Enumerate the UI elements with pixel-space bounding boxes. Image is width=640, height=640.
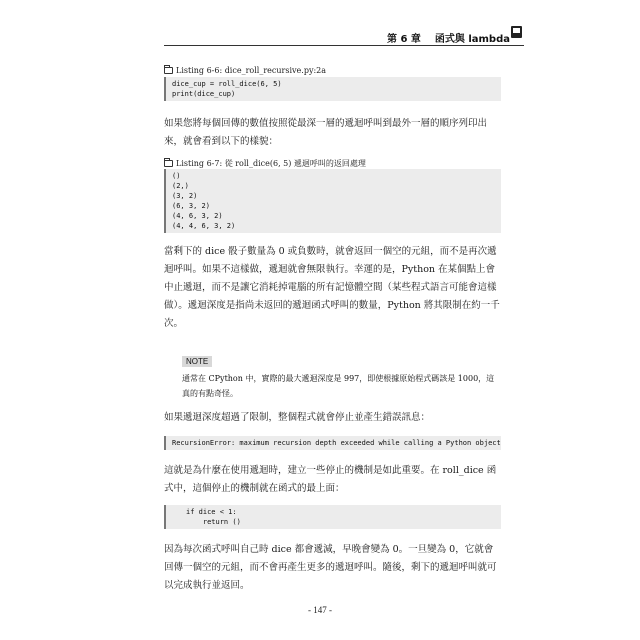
header-rule [164, 45, 524, 46]
folder-icon [164, 67, 173, 74]
chapter-number: 第 6 章 [386, 34, 421, 45]
listing-caption-6-6: Listing 6-6: dice_roll_recursive.py:2a [164, 66, 326, 75]
listing-caption-6-7: Listing 6-7: 從 roll_dice(6, 5) 遞迴呼叫的返回處理 [164, 158, 366, 169]
code-block-stop-condition [164, 505, 501, 529]
folder-icon [164, 160, 173, 167]
code-line: (6, 3, 2) [172, 202, 210, 210]
code-line: () [172, 172, 181, 180]
code-line: RecursionError: maximum recursion depth exceeded while calling a Python object [172, 439, 501, 447]
code-block-6-7 [164, 169, 501, 233]
code-line: (3, 2) [172, 192, 198, 200]
code-line: if dice < 1: [186, 508, 237, 516]
paragraph: 因為每次函式呼叫自己時 dice 都會遞減，早晚會變為 0。一旦變為 0，它就會回傳一個空的元組，而不會再產生更多的遞迴呼叫。隨後，剩下的遞迴呼叫就可以完成執行並返回。 [164, 544, 497, 591]
code-line: (2,) [172, 182, 189, 190]
code-line: (4, 6, 3, 2) [172, 212, 223, 220]
code-line: (4, 4, 6, 3, 2) [172, 222, 236, 230]
note-box [182, 349, 502, 401]
page-number: - 147 - [308, 605, 332, 615]
paragraph: 如果您將每個回傳的數值按照從最深一層的遞迴呼叫到最外一層的順序列印出來，就會看到以下的樣貌： [164, 118, 488, 147]
note-label: NOTE [182, 356, 212, 367]
paragraph: 當剩下的 dice 骰子數量為 0 或負數時，就會返回一個空的元組，而不是再次遞迴呼叫。如果不這樣做，遞迴就會無限執行。幸運的是，Python 在某個點上會中止遞迴，而不是讓它消耗掉電腦的所有記憶體空間（某些程式語言可能會這樣做）。遞迴深度是指尚未返回的遞迴函式呼叫的數量，Python 將其限制在約一千次。 [164, 246, 500, 329]
computer-icon [511, 26, 522, 38]
code-line: return () [186, 518, 241, 526]
paragraph: 如果遞迴深度超過了限制，整個程式就會停止並產生錯誤訊息： [164, 412, 431, 423]
running-header [387, 30, 510, 45]
code-line: print(dice_cup) [172, 90, 236, 98]
chapter-title: 函式與 lambda [434, 34, 510, 45]
paragraph: 這就是為什麼在使用遞迴時，建立一些停止的機制是如此重要。在 roll_dice 函式中，這個停止的機制就在函式的最上面： [164, 465, 497, 494]
note-text: 通常在 CPython 中，實際的最大遞迴深度是 997，即使根據原始程式碼該是 1000，這真的有點奇怪。 [182, 374, 495, 398]
code-block-6-6 [164, 77, 501, 101]
error-code-block [164, 436, 501, 450]
code-line: dice_cup = roll_dice(6, 5) [172, 80, 282, 88]
